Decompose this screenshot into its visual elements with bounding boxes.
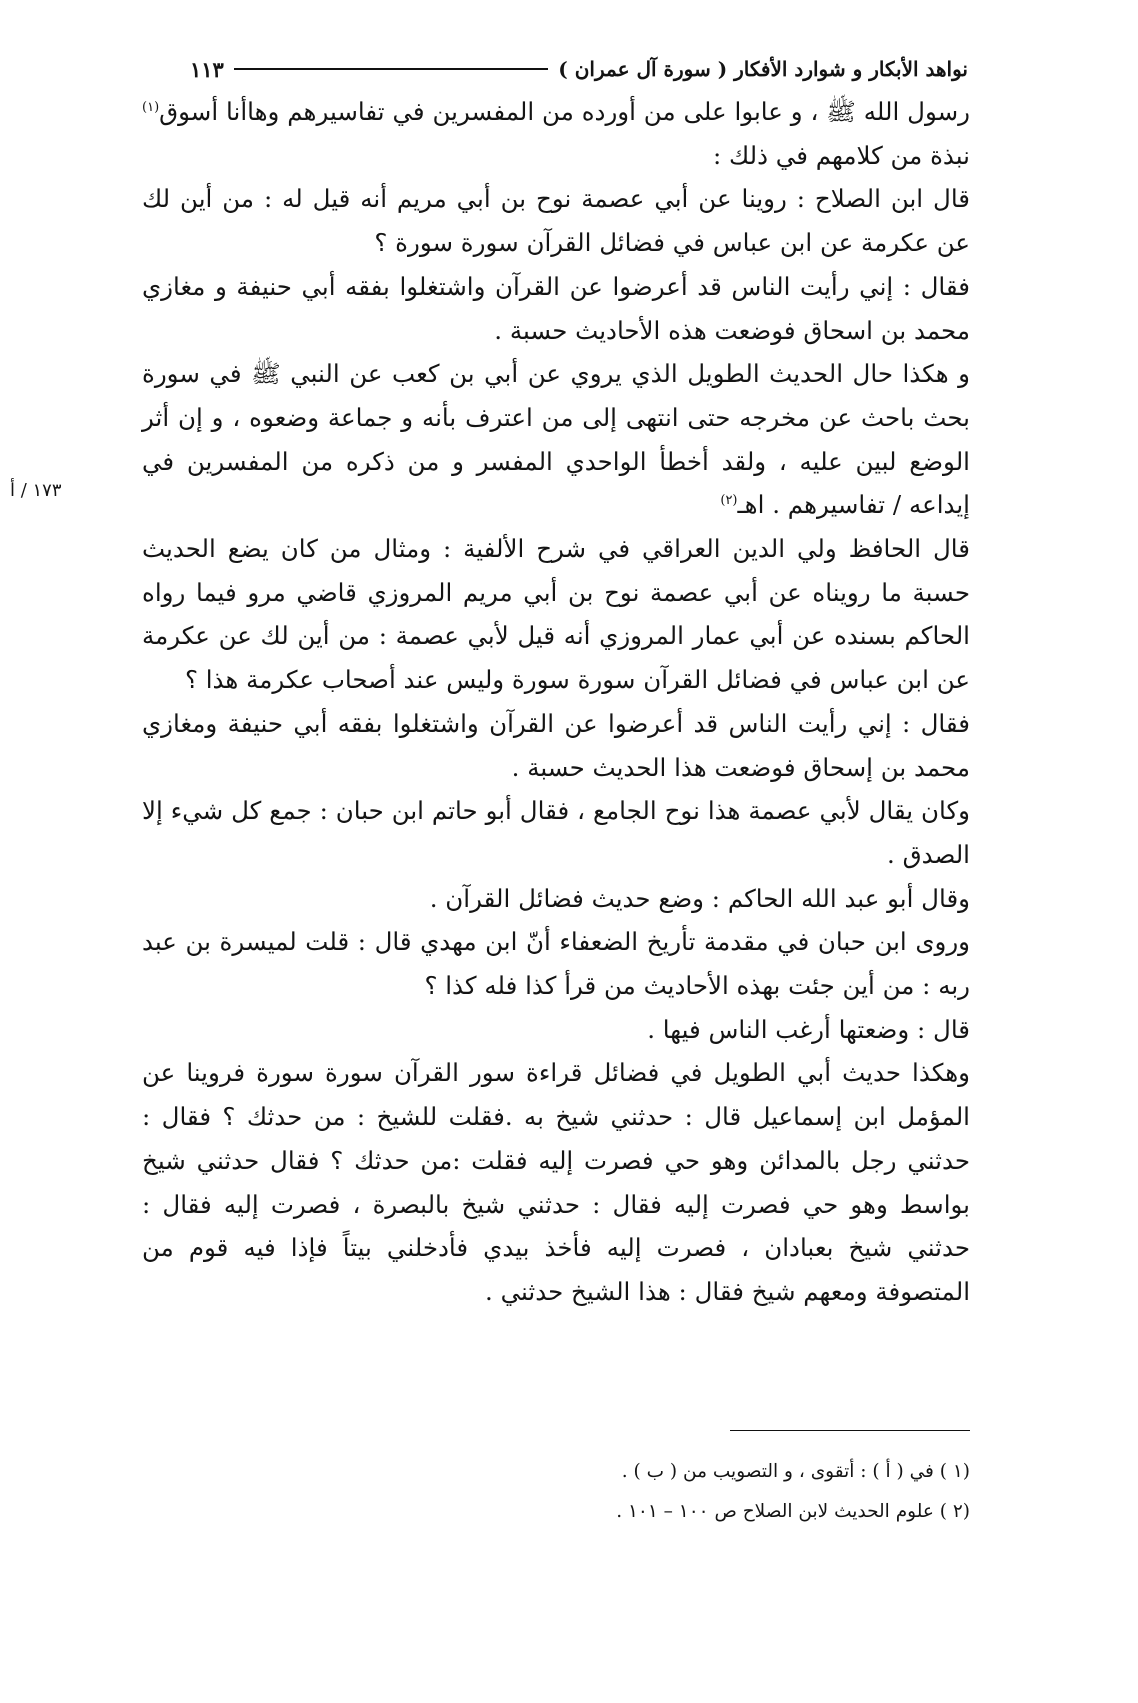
footnote: (١ ) في ( أ ) : أتقوى ، و التصويب من ( ب ) .: [621, 1461, 970, 1482]
paragraph-text: نبذة من كلامهم في ذلك :: [712, 140, 970, 170]
footnotes: [400, 1452, 970, 1532]
paragraph: قال : وضعتها أرغب الناس فيها .: [647, 1014, 970, 1044]
manuscript-folio-note: ١٧٣ / أ: [10, 480, 62, 501]
footnote-marker: (٢): [720, 493, 738, 509]
main-text: [142, 90, 970, 1314]
paragraph: وروى ابن حبان في مقدمة تأريخ الضعفاء أنّ ابن مهدي قال : قلت لميسرة بن عبد ربه : من أين جئت بهذه الأحاديث من قرأ كذا فله كذا ؟: [142, 927, 970, 1001]
paragraph: وقال أبو عبد الله الحاكم : وضع حديث فضائل القرآن .: [429, 883, 970, 913]
paragraph: وهكذا حديث أبي الطويل في فضائل قراءة سور القرآن سورة سورة فروينا عن المؤمل ابن إسماعيل قال : حدثني شيخ به .فقلت للشيخ : من حدثك ؟ فقال : حدثني رجل بالمدائن وهو حي فصرت إليه فقلت :من حدثك ؟ فقال حدثني شيخ بواسط وهو حي فصرت إليه فقال : حدثني شيخ بالبصرة ، فصرت إليه فقال : حدثني شيخ بعبادان ، فصرت إليه فأخذ بيدي فأدخلني بيتاً فإذا فيه قوم من المتصوفة ومعهم شيخ فقال : هذا الشيخ حدثني .: [142, 1058, 970, 1306]
header-title: نواهد الأبكار و شوارد الأفكار ( سورة آل عمران ): [558, 57, 968, 81]
footnote-separator: [730, 1430, 970, 1431]
page-number: ١١٣: [190, 56, 224, 82]
footnote: (٢ ) علوم الحديث لابن الصلاح ص ١٠٠ – ١٠١ .: [616, 1501, 970, 1522]
header-rule: [234, 68, 548, 70]
paragraph: قال ابن الصلاح : روينا عن أبي عصمة نوح بن أبي مريم أنه قيل له : من أين لك عن عكرمة عن ابن عباس في فضائل القرآن سورة سورة ؟: [142, 184, 970, 258]
paragraph: [142, 90, 970, 177]
paragraph-text: و هكذا حال الحديث الطويل الذي يروي عن أبي بن كعب عن النبي ﷺ في سورة بحث باحث عن مخرجه حتى انتهى إلى من اعترف بأنه و جماعة وضعوه ، و إن أثر الوضع لبين عليه ، ولقد أخطأ الواحدي المفسر و من ذكره من المفسرين في إيداعه / تفاسيرهم . اهـ: [142, 359, 970, 520]
footnote-marker: (١): [142, 99, 160, 115]
paragraph: [142, 352, 970, 527]
paragraph: فقال : إني رأيت الناس قد أعرضوا عن القرآن واشتغلوا بفقه أبي حنيفة ومغازي محمد بن إسحاق فوضعت هذا الحديث حسبة .: [142, 708, 970, 782]
paragraph: فقال : إني رأيت الناس قد أعرضوا عن القرآن واشتغلوا بفقه أبي حنيفة و مغازي محمد بن اسحاق فوضعت هذه الأحاديث حسبة .: [142, 271, 970, 345]
paragraph: وكان يقال لأبي عصمة هذا نوح الجامع ، فقال أبو حاتم ابن حبان : جمع كل شيء إلا الصدق .: [142, 796, 970, 869]
running-header: [190, 52, 968, 86]
paragraph-text: رسول الله ﷺ ، و عابوا على من أورده من المفسرين في تفاسيرهم وهاأنا أسوق: [159, 97, 970, 126]
paragraph: قال الحافظ ولي الدين العراقي في شرح الألفية : ومثال من كان يضع الحديث حسبة ما رويناه عن أبي عصمة نوح بن أبي مريم المروزي قاضي مرو فيما رواه الحاكم بسنده عن أبي عمار المروزي أنه قيل لأبي عصمة : من أين لك عن عكرمة عن ابن عباس في فضائل القرآن سورة سورة وليس عند أصحاب عكرمة هذا ؟: [142, 534, 970, 695]
